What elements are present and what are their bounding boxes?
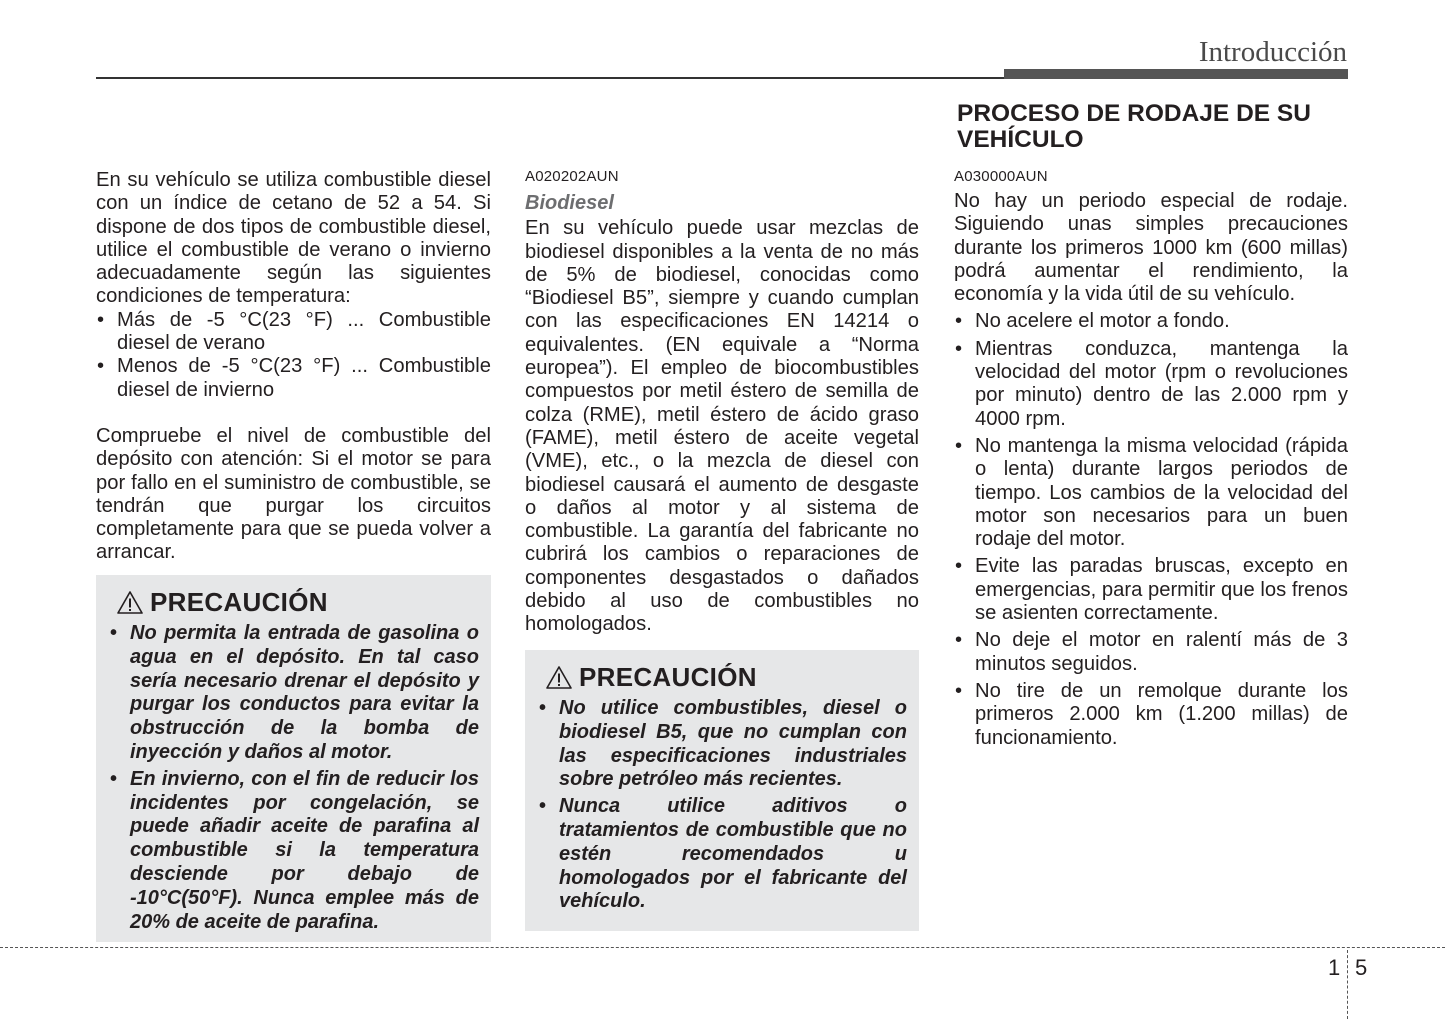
list-item: • No utilice combustibles, diesel o biodiesel B5, que no cumplan con las especificaciones industriales sobre petróleo más recientes. bbox=[537, 697, 907, 792]
section-title-break-in: PROCESO DE RODAJE DE SU VEHÍCULO bbox=[957, 100, 1311, 153]
caution-list bbox=[108, 622, 479, 934]
list-item: • No deje el motor en ralentí más de 3 minutos seguidos. bbox=[954, 629, 1348, 676]
column-biodiesel bbox=[525, 168, 919, 637]
biodiesel-paragraph: En su vehículo puede usar mezclas de biodiesel disponibles a la venta de no más de 5% de biodiesel, conocidas como “Biodiesel B5”, siempre y cuando cumplan con las especificaciones EN 14214 o equivalentes. (EN equivale a “Norma europea”). El empleo de biocombustibles compuestos por metil éstero de semilla de colza (RME), metil éstero de ácido graso (FAME), metil éstero de aceite vegetal (VME), etc., o la mezcla de diesel con biodiesel causará el aumento de desgaste o daños al motor y al sistema de combustible. La garantía del fabricante no cubrirá los cambios o reparaciones de componentes desgastados o dañados debido al uso de combustibles no homologados. bbox=[525, 217, 919, 636]
list-item: • Evite las paradas bruscas, excepto en emergencias, para permitir que los frenos se asienten correctamente. bbox=[954, 555, 1348, 625]
caution-heading bbox=[116, 587, 479, 618]
list-item: • Nunca utilice aditivos o tratamientos de combustible que no estén recomendados u homologados por el fabricante del vehículo. bbox=[537, 795, 907, 914]
list-item: • No mantenga la misma velocidad (rápida o lenta) durante largos periodos de tiempo. Los cambios de la velocidad del motor son necesarios para un buen rodaje del motor. bbox=[954, 435, 1348, 551]
diesel-intro-paragraph: En su vehículo se utiliza combustible diesel con un índice de cetano de 52 a 54. Si dispone de dos tipos de combustible diesel, utilice el combustible de verano o invierno adecuadamente según las siguientes condiciones de temperatura: bbox=[96, 169, 491, 308]
column-break-in bbox=[954, 168, 1348, 750]
list-item: • Menos de -5 °C(23 °F) ... Combustible diesel de invierno bbox=[96, 355, 491, 402]
caution-list bbox=[537, 697, 907, 914]
break-in-intro-paragraph: No hay un periodo especial de rodaje. Siguiendo unas simples precauciones durante los primeros 1000 km (600 millas) podrá aumentar el rendimiento, la economía y la vida útil de su vehículo. bbox=[954, 190, 1348, 306]
list-item: • No permita la entrada de gasolina o agua en el depósito. En tal caso sería necesario drenar el depósito y purgar los conductos para evitar la obstrucción de la bomba de inyección y daños al motor. bbox=[108, 622, 479, 765]
fuel-level-paragraph: Compruebe el nivel de combustible del depósito con atención: Si el motor se para por fallo en el suministro de combustible, se tendrán que purgar los circuitos completamente para que se pueda volver a arrancar. bbox=[96, 424, 491, 564]
temperature-list bbox=[96, 309, 491, 402]
page-number: 5 bbox=[1355, 955, 1368, 980]
caution-title: PRECAUCIÓN bbox=[579, 662, 757, 692]
warning-triangle-icon bbox=[545, 665, 573, 690]
page-header-title: Introducción bbox=[1198, 36, 1347, 68]
header-rule-accent bbox=[1004, 69, 1348, 79]
caution-box-fuel bbox=[96, 575, 491, 942]
section-code: A030000AUN bbox=[954, 168, 1048, 185]
column-fuel-diesel bbox=[96, 168, 491, 565]
list-item: • No acelere el motor a fondo. bbox=[954, 310, 1348, 333]
caution-heading bbox=[545, 662, 907, 693]
list-item: • Mientras conduzca, mantenga la velocidad del motor (rpm o revoluciones por minuto) dentro de las 2.000 rpm y 4000 rpm. bbox=[954, 338, 1348, 431]
list-item: • En invierno, con el fin de reducir los incidentes por congelación, se puede añadir aceite de parafina al combustible si la temperatura desciende por debajo de -10°C(50°F). Nunca emplee más de 20% de aceite de parafina. bbox=[108, 768, 479, 935]
break-in-list bbox=[954, 310, 1348, 749]
page-number-separator bbox=[1347, 950, 1348, 1019]
biodiesel-subheading: Biodiesel bbox=[525, 192, 614, 214]
list-item: • Más de -5 °C(23 °F) ... Combustible diesel de verano bbox=[96, 309, 491, 356]
footer-divider bbox=[0, 947, 1445, 948]
caution-box-biodiesel bbox=[525, 650, 919, 931]
caution-title: PRECAUCIÓN bbox=[150, 587, 328, 617]
chapter-number: 1 bbox=[1328, 955, 1341, 980]
warning-triangle-icon bbox=[116, 590, 144, 615]
header-rule bbox=[96, 77, 1006, 79]
list-item: • No tire de un remolque durante los primeros 2.000 km (1.200 millas) de funcionamiento. bbox=[954, 680, 1348, 750]
section-code: A020202AUN bbox=[525, 168, 619, 185]
